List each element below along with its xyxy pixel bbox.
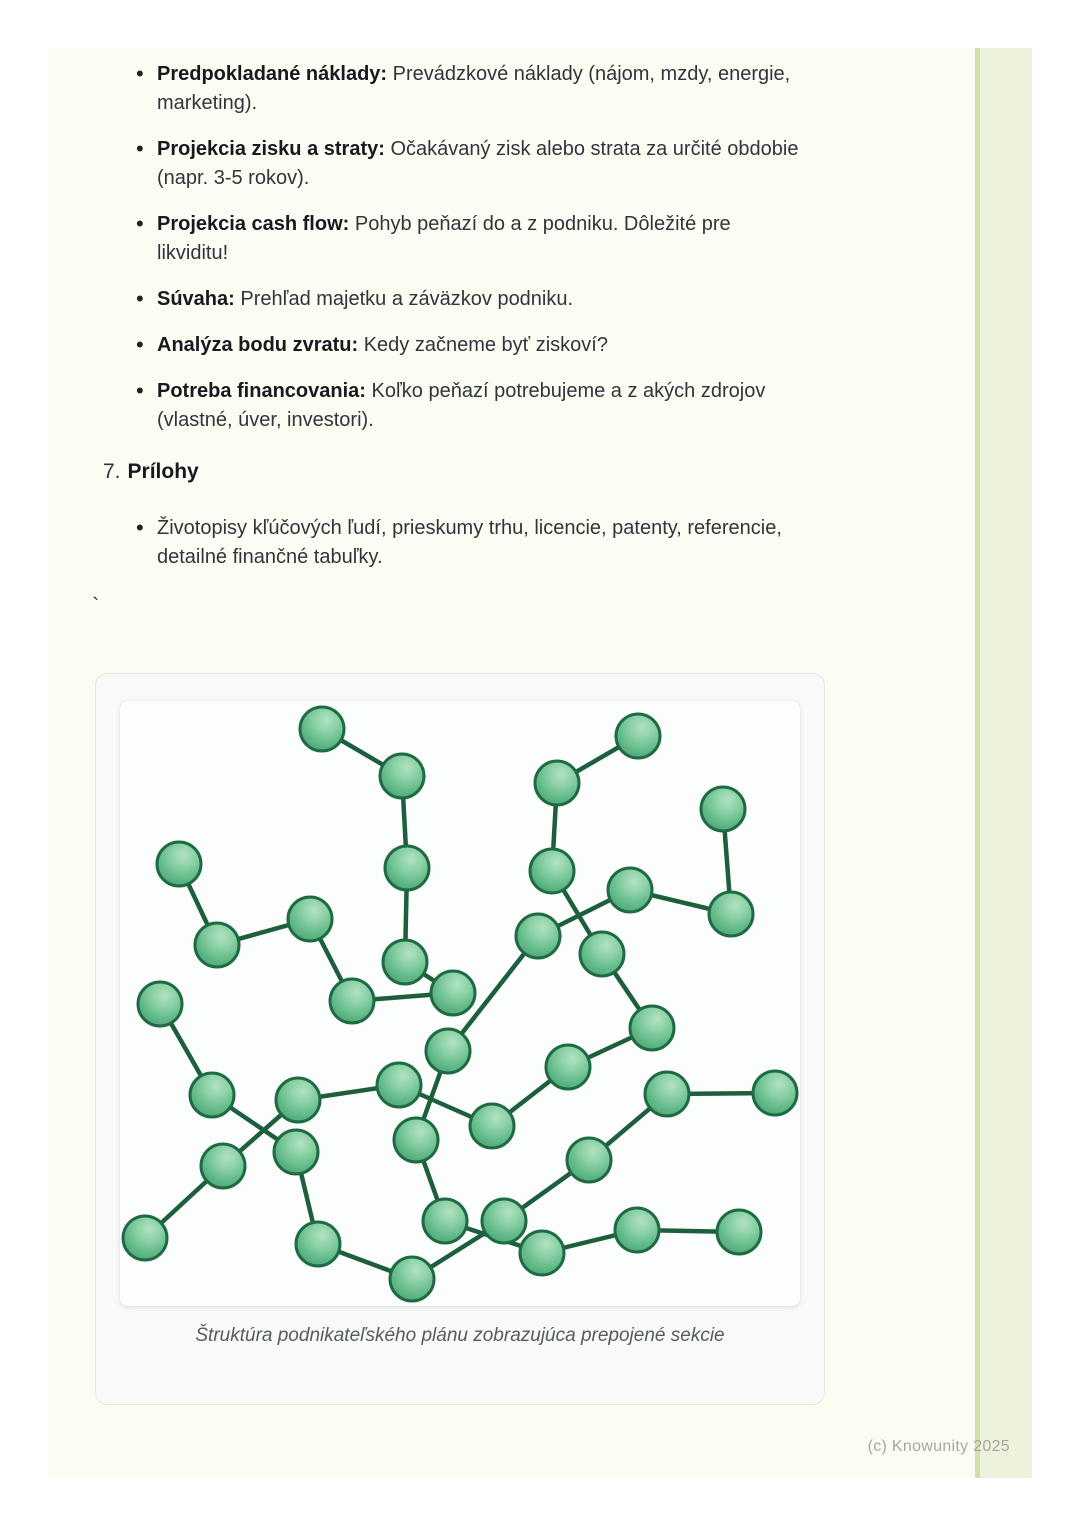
list-item bbox=[157, 285, 857, 314]
appendix-bullet-list bbox=[48, 514, 857, 589]
list-item bbox=[157, 60, 857, 118]
network-node bbox=[123, 1216, 167, 1260]
bullet-text-wrap: (vlastné, úver, investori). bbox=[157, 409, 374, 431]
network-node bbox=[546, 1045, 590, 1089]
network-node bbox=[201, 1144, 245, 1188]
network-node bbox=[296, 1222, 340, 1266]
network-node bbox=[190, 1073, 234, 1117]
financial-plan-bullet-list bbox=[48, 60, 857, 452]
bullet-text-wrap: likviditu! bbox=[157, 242, 229, 264]
bullet-text: Kedy začneme byť ziskoví? bbox=[358, 334, 608, 356]
stray-backtick-character: ` bbox=[92, 593, 100, 618]
bullet-term: Analýza bodu zvratu: bbox=[157, 334, 359, 356]
network-node bbox=[516, 914, 560, 958]
list-item bbox=[157, 135, 857, 193]
network-node bbox=[330, 979, 374, 1023]
network-node bbox=[377, 1063, 421, 1107]
network-node bbox=[709, 892, 753, 936]
network-node bbox=[630, 1006, 674, 1050]
section-heading-prilohy bbox=[103, 460, 199, 484]
network-node bbox=[300, 707, 344, 751]
network-node bbox=[157, 842, 201, 886]
network-node bbox=[753, 1071, 797, 1115]
network-node bbox=[426, 1029, 470, 1073]
list-item bbox=[157, 514, 857, 572]
bullet-term: Potreba financovania: bbox=[157, 380, 366, 402]
bullet-text: Pohyb peňazí do a z podniku. Dôležité pre bbox=[349, 213, 731, 235]
network-node bbox=[580, 932, 624, 976]
network-node bbox=[394, 1118, 438, 1162]
network-node bbox=[195, 923, 239, 967]
network-node bbox=[608, 868, 652, 912]
list-item bbox=[157, 210, 857, 268]
network-node bbox=[383, 940, 427, 984]
network-node bbox=[535, 761, 579, 805]
network-node bbox=[138, 982, 182, 1026]
section-title: Prílohy bbox=[127, 460, 199, 483]
bullet-text: Prehľad majetku a záväzkov podniku. bbox=[234, 288, 574, 310]
network-node bbox=[567, 1138, 611, 1182]
list-item bbox=[157, 377, 857, 435]
bullet-term: Projekcia zisku a straty: bbox=[157, 138, 385, 160]
page-accent-stripe bbox=[975, 48, 1032, 1478]
network-node bbox=[274, 1130, 318, 1174]
section-number: 7. bbox=[103, 460, 121, 483]
network-node bbox=[616, 714, 660, 758]
bullet-text: Očakávaný zisk alebo strata za určité obdobie bbox=[384, 138, 799, 160]
bullet-term: Projekcia cash flow: bbox=[157, 213, 350, 235]
bullet-text-wrap: marketing). bbox=[157, 92, 258, 114]
network-node bbox=[380, 754, 424, 798]
network-node bbox=[431, 971, 475, 1015]
network-node bbox=[423, 1199, 467, 1243]
network-node bbox=[470, 1104, 514, 1148]
network-node bbox=[520, 1231, 564, 1275]
bullet-term: Súvaha: bbox=[157, 288, 235, 310]
network-node bbox=[385, 846, 429, 890]
network-node bbox=[276, 1078, 320, 1122]
bullet-text: Prevádzkové náklady (nájom, mzdy, energie, bbox=[387, 63, 791, 85]
bullet-term: Predpokladané náklady: bbox=[157, 63, 388, 85]
network-node bbox=[701, 787, 745, 831]
figure-card bbox=[95, 673, 825, 1405]
network-node bbox=[717, 1210, 761, 1254]
network-node bbox=[645, 1072, 689, 1116]
bullet-text-wrap: detailné finančné tabuľky. bbox=[157, 546, 383, 568]
business-plan-network-diagram bbox=[120, 701, 800, 1306]
bullet-text: Koľko peňazí potrebujeme a z akých zdrojov bbox=[365, 380, 766, 402]
network-node bbox=[482, 1199, 526, 1243]
figure-caption: Štruktúra podnikateľského plánu zobrazujúca prepojené sekcie bbox=[195, 1325, 725, 1346]
bullet-text: Životopisy kľúčových ľudí, prieskumy trhu, licencie, patenty, referencie, bbox=[157, 517, 782, 539]
notes-sheet bbox=[48, 48, 975, 1478]
network-node bbox=[530, 849, 574, 893]
copyright-watermark: (c) Knowunity 2025 bbox=[867, 1438, 1010, 1455]
bullet-text-wrap: (napr. 3-5 rokov). bbox=[157, 167, 310, 189]
network-node bbox=[390, 1257, 434, 1301]
network-diagram-panel bbox=[120, 701, 800, 1306]
network-node bbox=[615, 1208, 659, 1252]
list-item bbox=[157, 331, 857, 360]
network-node bbox=[288, 897, 332, 941]
